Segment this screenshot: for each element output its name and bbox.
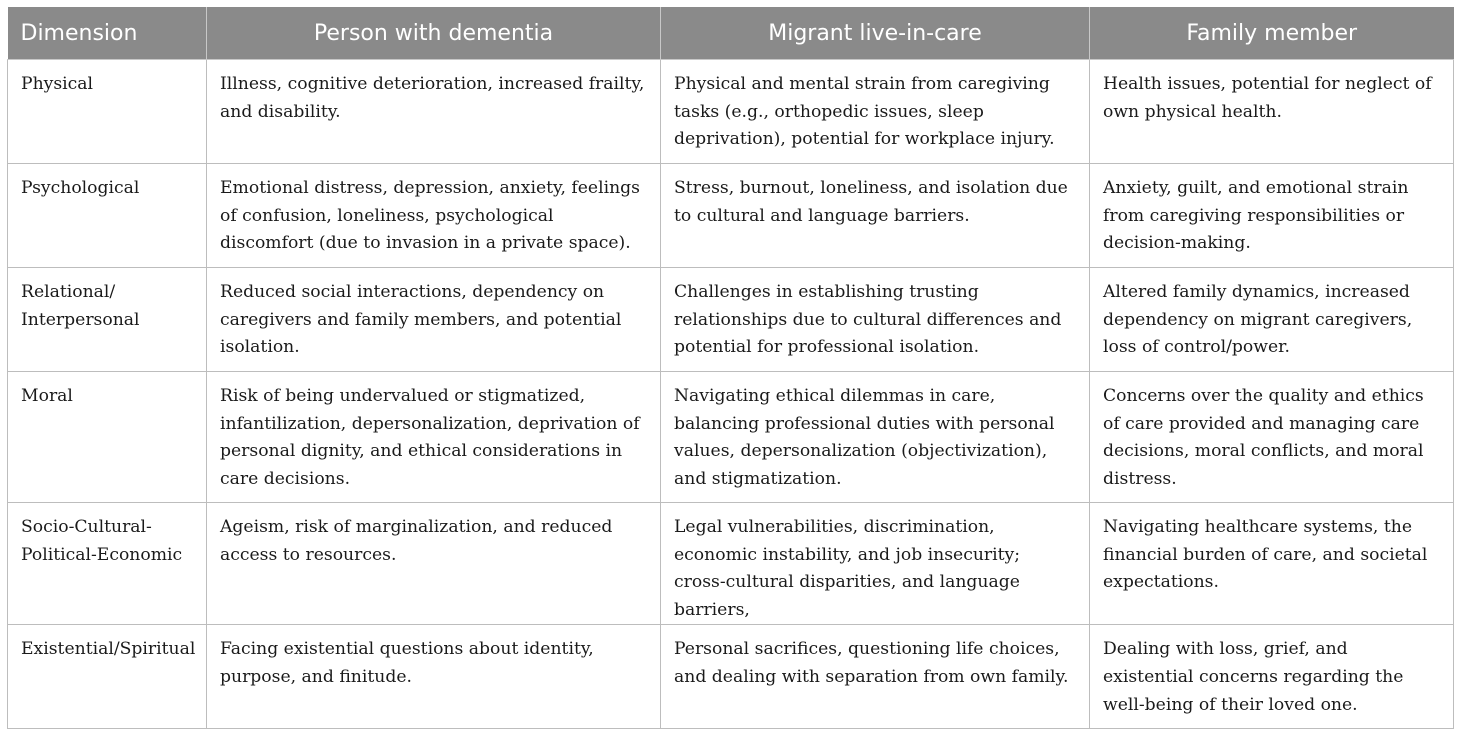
table-header <box>8 7 1454 60</box>
cell-dimension <box>8 268 207 372</box>
cell-family-text: Navigating healthcare systems, the financial burden of care, and societal expectations. <box>1103 517 1428 593</box>
cell-person <box>207 164 661 268</box>
cell-person <box>207 268 661 372</box>
cell-family <box>1090 60 1454 164</box>
cell-family-text: Dealing with loss, grief, and existential concerns regarding the well-being of their loved one. <box>1103 639 1404 715</box>
cell-family <box>1090 503 1454 625</box>
dimensions-table <box>7 7 1454 729</box>
cell-migrant-text: Challenges in establishing trusting relationships due to cultural differences and potential for professional isolation. <box>674 282 1062 358</box>
cell-family-text: Altered family dynamics, increased dependency on migrant caregivers, loss of control/power. <box>1103 282 1413 358</box>
cell-dimension-text: Physical <box>21 74 94 94</box>
cell-family <box>1090 164 1454 268</box>
cell-family <box>1090 372 1454 503</box>
cell-migrant-text: Stress, burnout, loneliness, and isolation due to cultural and language barriers. <box>674 178 1068 226</box>
cell-migrant <box>661 164 1090 268</box>
cell-person <box>207 60 661 164</box>
dimensions-table-container <box>7 7 1453 729</box>
cell-migrant-text: Personal sacrifices, questioning life choices, and dealing with separation from own family. <box>674 639 1069 687</box>
table-row <box>8 164 1454 268</box>
header-person-with-dementia: Person with dementia <box>207 7 661 60</box>
cell-family <box>1090 625 1454 729</box>
table-row <box>8 503 1454 625</box>
cell-dimension <box>8 503 207 625</box>
cell-person <box>207 625 661 729</box>
cell-dimension-text: Socio-Cultural-Political-Economic <box>21 517 183 565</box>
cell-family <box>1090 268 1454 372</box>
cell-migrant <box>661 503 1090 625</box>
cell-dimension <box>8 164 207 268</box>
table-row <box>8 372 1454 503</box>
cell-person <box>207 503 661 625</box>
header-family-member: Family member <box>1090 7 1454 60</box>
cell-dimension <box>8 372 207 503</box>
cell-person-text: Ageism, risk of marginalization, and reduced access to resources. <box>220 517 613 565</box>
cell-dimension-text: Existential/Spiritual <box>21 639 196 660</box>
cell-dimension <box>8 625 207 729</box>
cell-migrant-text: Navigating ethical dilemmas in care, balancing professional duties with personal values, depersonalization (objectivization), and stigmatization. <box>674 386 1055 489</box>
cell-dimension-text: Moral <box>21 386 73 406</box>
cell-migrant <box>661 268 1090 372</box>
cell-person <box>207 372 661 503</box>
cell-migrant <box>661 372 1090 503</box>
cell-person-text: Risk of being undervalued or stigmatized, infantilization, depersonalization, deprivation of personal dignity, and ethical considerations in care decisions. <box>220 386 640 489</box>
table-body <box>8 60 1454 729</box>
cell-dimension <box>8 60 207 164</box>
table-row <box>8 625 1454 729</box>
cell-dimension-text: Relational/ Interpersonal <box>21 282 140 330</box>
cell-person-text: Reduced social interactions, dependency on caregivers and family members, and potential isolation. <box>220 282 622 358</box>
cell-migrant-text: Physical and mental strain from caregiving tasks (e.g., orthopedic issues, sleep deprivation), potential for workplace injury. <box>674 74 1055 150</box>
table-row <box>8 60 1454 164</box>
header-dimension: Dimension <box>8 7 207 60</box>
cell-family-text: Concerns over the quality and ethics of care provided and managing care decisions, moral conflicts, and moral distress. <box>1103 386 1424 489</box>
cell-migrant <box>661 625 1090 729</box>
cell-migrant-text: Legal vulnerabilities, discrimination, economic instability, and job insecurity; cross-cultural disparities, and language barriers, <box>674 517 1021 620</box>
cell-person-text: Emotional distress, depression, anxiety, feelings of confusion, loneliness, psychological discomfort (due to invasion in a private space). <box>220 178 640 254</box>
cell-migrant <box>661 60 1090 164</box>
cell-family-text: Anxiety, guilt, and emotional strain from caregiving responsibilities or decision-making. <box>1103 178 1409 254</box>
cell-family-text: Health issues, potential for neglect of own physical health. <box>1103 74 1432 122</box>
table-row <box>8 268 1454 372</box>
cell-dimension-text: Psychological <box>21 178 140 198</box>
cell-person-text: Facing existential questions about identity, purpose, and finitude. <box>220 639 594 687</box>
cell-person-text: Illness, cognitive deterioration, increased frailty, and disability. <box>220 74 645 122</box>
header-migrant-live-in-care: Migrant live-in-care <box>661 7 1090 60</box>
